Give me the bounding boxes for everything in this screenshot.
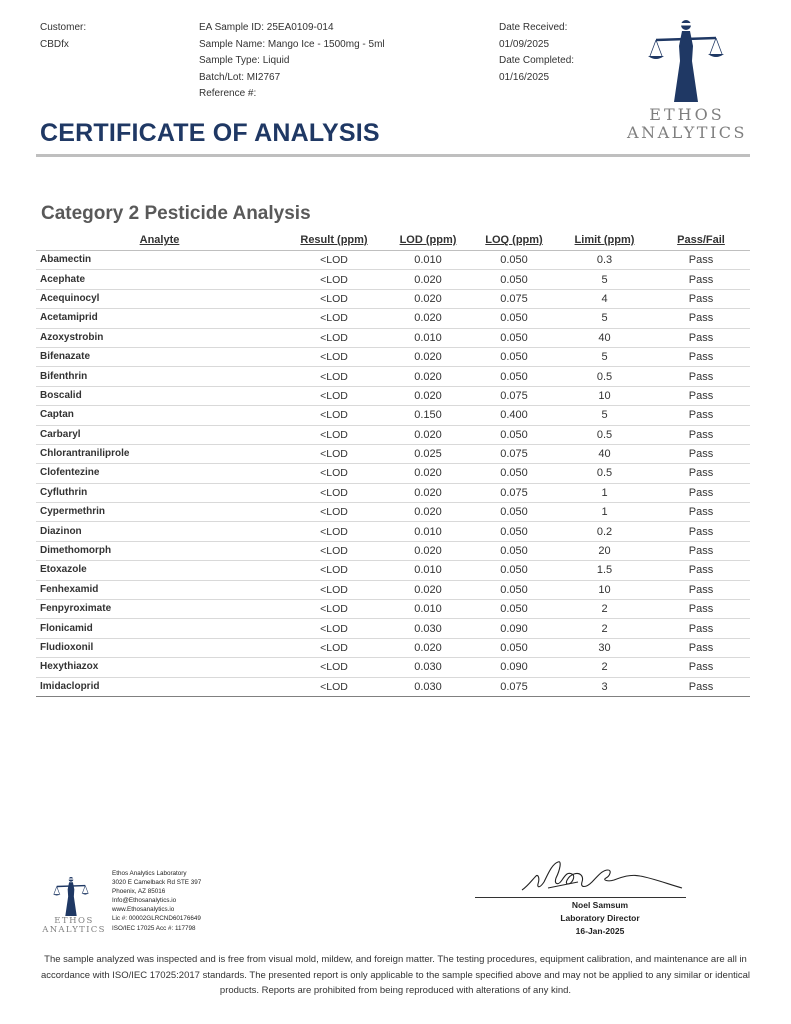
lab-contact-block [112,869,201,933]
cell-pass-fail: Pass [652,619,750,638]
table-row [36,367,750,386]
section-title: Category 2 Pesticide Analysis [41,203,311,224]
lab-email: Info@Ethosanalytics.io [112,897,177,905]
cell-limit: 5 [557,406,652,425]
cell-pass-fail: Pass [652,503,750,522]
sample-type: Sample Type: Liquid [199,55,290,66]
cell-limit: 2 [557,600,652,619]
cell-limit: 2 [557,619,652,638]
cell-loq: 0.050 [471,270,557,289]
customer-value: CBDfx [40,38,69,50]
table-row [36,580,750,599]
cell-loq: 0.050 [471,522,557,541]
cell-limit: 1 [557,483,652,502]
cell-pass-fail: Pass [652,638,750,657]
cell-analyte: Dimethomorph [36,541,283,560]
cell-lod: 0.020 [385,541,471,560]
cell-pass-fail: Pass [652,406,750,425]
cell-limit: 10 [557,580,652,599]
cell-limit: 5 [557,309,652,328]
cell-lod: 0.020 [385,425,471,444]
logo-line-2: ANALYTICS [627,123,747,142]
cell-pass-fail: Pass [652,580,750,599]
cell-lod: 0.020 [385,347,471,366]
cell-loq: 0.090 [471,658,557,677]
cell-loq: 0.075 [471,444,557,463]
reference-number: Reference #: [199,88,257,99]
pesticide-results-table [36,230,750,697]
cell-lod: 0.010 [385,600,471,619]
cell-result: <LOD [283,541,385,560]
cell-result: <LOD [283,503,385,522]
table-row [36,406,750,425]
cell-analyte: Fludioxonil [36,638,283,657]
cell-loq: 0.050 [471,503,557,522]
cell-pass-fail: Pass [652,251,750,270]
cell-pass-fail: Pass [652,328,750,347]
cell-pass-fail: Pass [652,270,750,289]
cell-pass-fail: Pass [652,386,750,405]
cell-analyte: Acetamiprid [36,309,283,328]
date-completed-label: Date Completed: [499,55,575,66]
cell-loq: 0.050 [471,638,557,657]
cell-limit: 0.5 [557,464,652,483]
cell-result: <LOD [283,619,385,638]
table-row [36,638,750,657]
handwritten-signature [518,858,686,898]
date-received-value: 01/09/2025 [499,38,550,50]
table-row [36,289,750,308]
cell-loq: 0.075 [471,483,557,502]
cell-limit: 1.5 [557,561,652,580]
cell-result: <LOD [283,638,385,657]
cell-result: <LOD [283,658,385,677]
lab-address: 3020 E Camelback Rd STE 397 [112,879,202,887]
table-row [36,347,750,366]
cell-analyte: Clofentezine [36,464,283,483]
cell-pass-fail: Pass [652,347,750,366]
table-body [36,251,750,697]
cell-result: <LOD [283,386,385,405]
cell-analyte: Chlorantraniliprole [36,444,283,463]
scales-of-justice-figure-icon [646,16,726,104]
cell-analyte: Fenpyroximate [36,600,283,619]
cell-lod: 0.025 [385,444,471,463]
lab-accreditation: ISO/IEC 17025 Acc #: 117798 [112,924,196,932]
cell-loq: 0.050 [471,561,557,580]
cell-lod: 0.010 [385,561,471,580]
customer-block [40,20,86,53]
cell-pass-fail: Pass [652,289,750,308]
cell-loq: 0.075 [471,289,557,308]
table-header-row [36,230,750,251]
table-row [36,561,750,580]
cell-limit: 10 [557,386,652,405]
table-row [36,503,750,522]
footer-logo-line-1: ETHOS [54,916,94,926]
cell-limit: 0.2 [557,522,652,541]
cell-lod: 0.020 [385,270,471,289]
cell-analyte: Boscalid [36,386,283,405]
cell-loq: 0.050 [471,251,557,270]
column-header-pass-fail: Pass/Fail [652,230,750,251]
table-row [36,464,750,483]
cell-limit: 0.5 [557,425,652,444]
table-row [36,386,750,405]
cell-result: <LOD [283,270,385,289]
cell-pass-fail: Pass [652,425,750,444]
signature-line [475,897,686,898]
cell-lod: 0.010 [385,522,471,541]
cell-analyte: Abamectin [36,251,283,270]
cell-pass-fail: Pass [652,483,750,502]
cell-lod: 0.010 [385,251,471,270]
cell-limit: 40 [557,328,652,347]
cell-limit: 5 [557,347,652,366]
cell-loq: 0.050 [471,580,557,599]
cell-limit: 0.3 [557,251,652,270]
cell-loq: 0.075 [471,386,557,405]
cell-pass-fail: Pass [652,561,750,580]
cell-result: <LOD [283,309,385,328]
date-completed-value: 01/16/2025 [499,71,550,83]
cell-result: <LOD [283,522,385,541]
cell-result: <LOD [283,347,385,366]
cell-analyte: Cypermethrin [36,503,283,522]
cell-lod: 0.020 [385,483,471,502]
lab-website: www.Ethosanalytics.io [112,906,175,914]
table-row [36,522,750,541]
cell-result: <LOD [283,483,385,502]
sample-id: EA Sample ID: 25EA0109-014 [199,22,334,33]
table-row [36,658,750,677]
cell-pass-fail: Pass [652,464,750,483]
cell-analyte: Bifenthrin [36,367,283,386]
cell-result: <LOD [283,406,385,425]
column-header-result: Result (ppm) [283,230,385,251]
table-row [36,270,750,289]
cell-lod: 0.020 [385,289,471,308]
cell-limit: 4 [557,289,652,308]
cell-result: <LOD [283,600,385,619]
table-row [36,251,750,270]
cell-result: <LOD [283,289,385,308]
signatory-name: Noel Samsum [571,900,629,910]
table-row [36,677,750,696]
cell-result: <LOD [283,444,385,463]
table-row [36,541,750,560]
cell-lod: 0.020 [385,638,471,657]
title-divider [36,154,750,157]
cell-lod: 0.030 [385,677,471,696]
cell-lod: 0.030 [385,658,471,677]
cell-result: <LOD [283,677,385,696]
cell-analyte: Carbaryl [36,425,283,444]
cell-analyte: Cyfluthrin [36,483,283,502]
cell-analyte: Imidacloprid [36,677,283,696]
cell-analyte: Bifenazate [36,347,283,366]
cell-pass-fail: Pass [652,444,750,463]
cell-limit: 1 [557,503,652,522]
cell-loq: 0.075 [471,677,557,696]
table-row [36,425,750,444]
cell-limit: 3 [557,677,652,696]
cell-analyte: Captan [36,406,283,425]
cell-loq: 0.050 [471,347,557,366]
cell-analyte: Etoxazole [36,561,283,580]
cell-lod: 0.020 [385,580,471,599]
cell-limit: 20 [557,541,652,560]
cell-lod: 0.020 [385,386,471,405]
cell-lod: 0.020 [385,503,471,522]
dates-block [499,20,574,86]
cell-loq: 0.050 [471,425,557,444]
column-header-analyte: Analyte [36,230,283,251]
cell-analyte: Diazinon [36,522,283,541]
cell-loq: 0.050 [471,600,557,619]
cell-lod: 0.030 [385,619,471,638]
footer-logo-wordmark [36,917,112,935]
table-row [36,483,750,502]
cell-pass-fail: Pass [652,541,750,560]
cell-pass-fail: Pass [652,522,750,541]
signatory-block [475,899,725,938]
sample-info-block [199,20,385,103]
cell-limit: 5 [557,270,652,289]
cell-pass-fail: Pass [652,677,750,696]
footer-logo-line-2: ANALYTICS [42,925,106,935]
cell-result: <LOD [283,367,385,386]
cell-lod: 0.010 [385,328,471,347]
cell-pass-fail: Pass [652,367,750,386]
cell-lod: 0.020 [385,309,471,328]
cell-loq: 0.050 [471,367,557,386]
sample-name: Sample Name: Mango Ice - 1500mg - 5ml [199,38,385,50]
cell-analyte: Hexythiazox [36,658,283,677]
disclaimer-text: The sample analyzed was inspected and is free from visual mold, mildew, and foreign matter. The testing procedures, equipment calibration, and maintenance are all in accordance with ISO/IEC 17025:2017 standards. The presented report is only applicable to the sample specified above and may not be applied to any similar or identical products. Reports are prohibited from being reproduced with alterations of any kind. [40,954,751,996]
signatory-date: 16-Jan-2025 [575,926,625,936]
cell-limit: 40 [557,444,652,463]
cell-analyte: Acequinocyl [36,289,283,308]
date-received-label: Date Received: [499,22,568,33]
signatory-title: Laboratory Director [560,913,640,923]
cell-limit: 0.5 [557,367,652,386]
cell-analyte: Fenhexamid [36,580,283,599]
cell-lod: 0.020 [385,464,471,483]
cell-lod: 0.150 [385,406,471,425]
cell-pass-fail: Pass [652,658,750,677]
cell-result: <LOD [283,580,385,599]
table-row [36,619,750,638]
column-header-limit: Limit (ppm) [557,230,652,251]
table-row [36,600,750,619]
batch-lot: Batch/Lot: MI2767 [199,71,281,83]
footer-scales-icon [52,874,90,918]
lab-name: Ethos Analytics Laboratory [112,870,187,877]
logo-wordmark [622,106,752,142]
page-title: CERTIFICATE OF ANALYSIS [40,119,380,147]
column-header-lod: LOD (ppm) [385,230,471,251]
cell-analyte: Acephate [36,270,283,289]
table-row [36,444,750,463]
cell-loq: 0.050 [471,541,557,560]
logo-line-1: ETHOS [649,105,725,124]
lab-license: Lic #: 00002GLRCND60176649 [112,915,201,923]
table-row [36,328,750,347]
cell-result: <LOD [283,328,385,347]
cell-lod: 0.020 [385,367,471,386]
cell-loq: 0.400 [471,406,557,425]
cell-result: <LOD [283,425,385,444]
cell-result: <LOD [283,251,385,270]
cell-limit: 2 [557,658,652,677]
cell-loq: 0.050 [471,328,557,347]
column-header-loq: LOQ (ppm) [471,230,557,251]
cell-loq: 0.050 [471,309,557,328]
cell-result: <LOD [283,561,385,580]
lab-city: Phoenix, AZ 85016 [112,888,166,896]
cell-loq: 0.050 [471,464,557,483]
cell-loq: 0.090 [471,619,557,638]
cell-limit: 30 [557,638,652,657]
customer-label: Customer: [40,22,87,33]
cell-pass-fail: Pass [652,600,750,619]
cell-analyte: Azoxystrobin [36,328,283,347]
cell-result: <LOD [283,464,385,483]
table-row [36,309,750,328]
cell-pass-fail: Pass [652,309,750,328]
cell-analyte: Flonicamid [36,619,283,638]
